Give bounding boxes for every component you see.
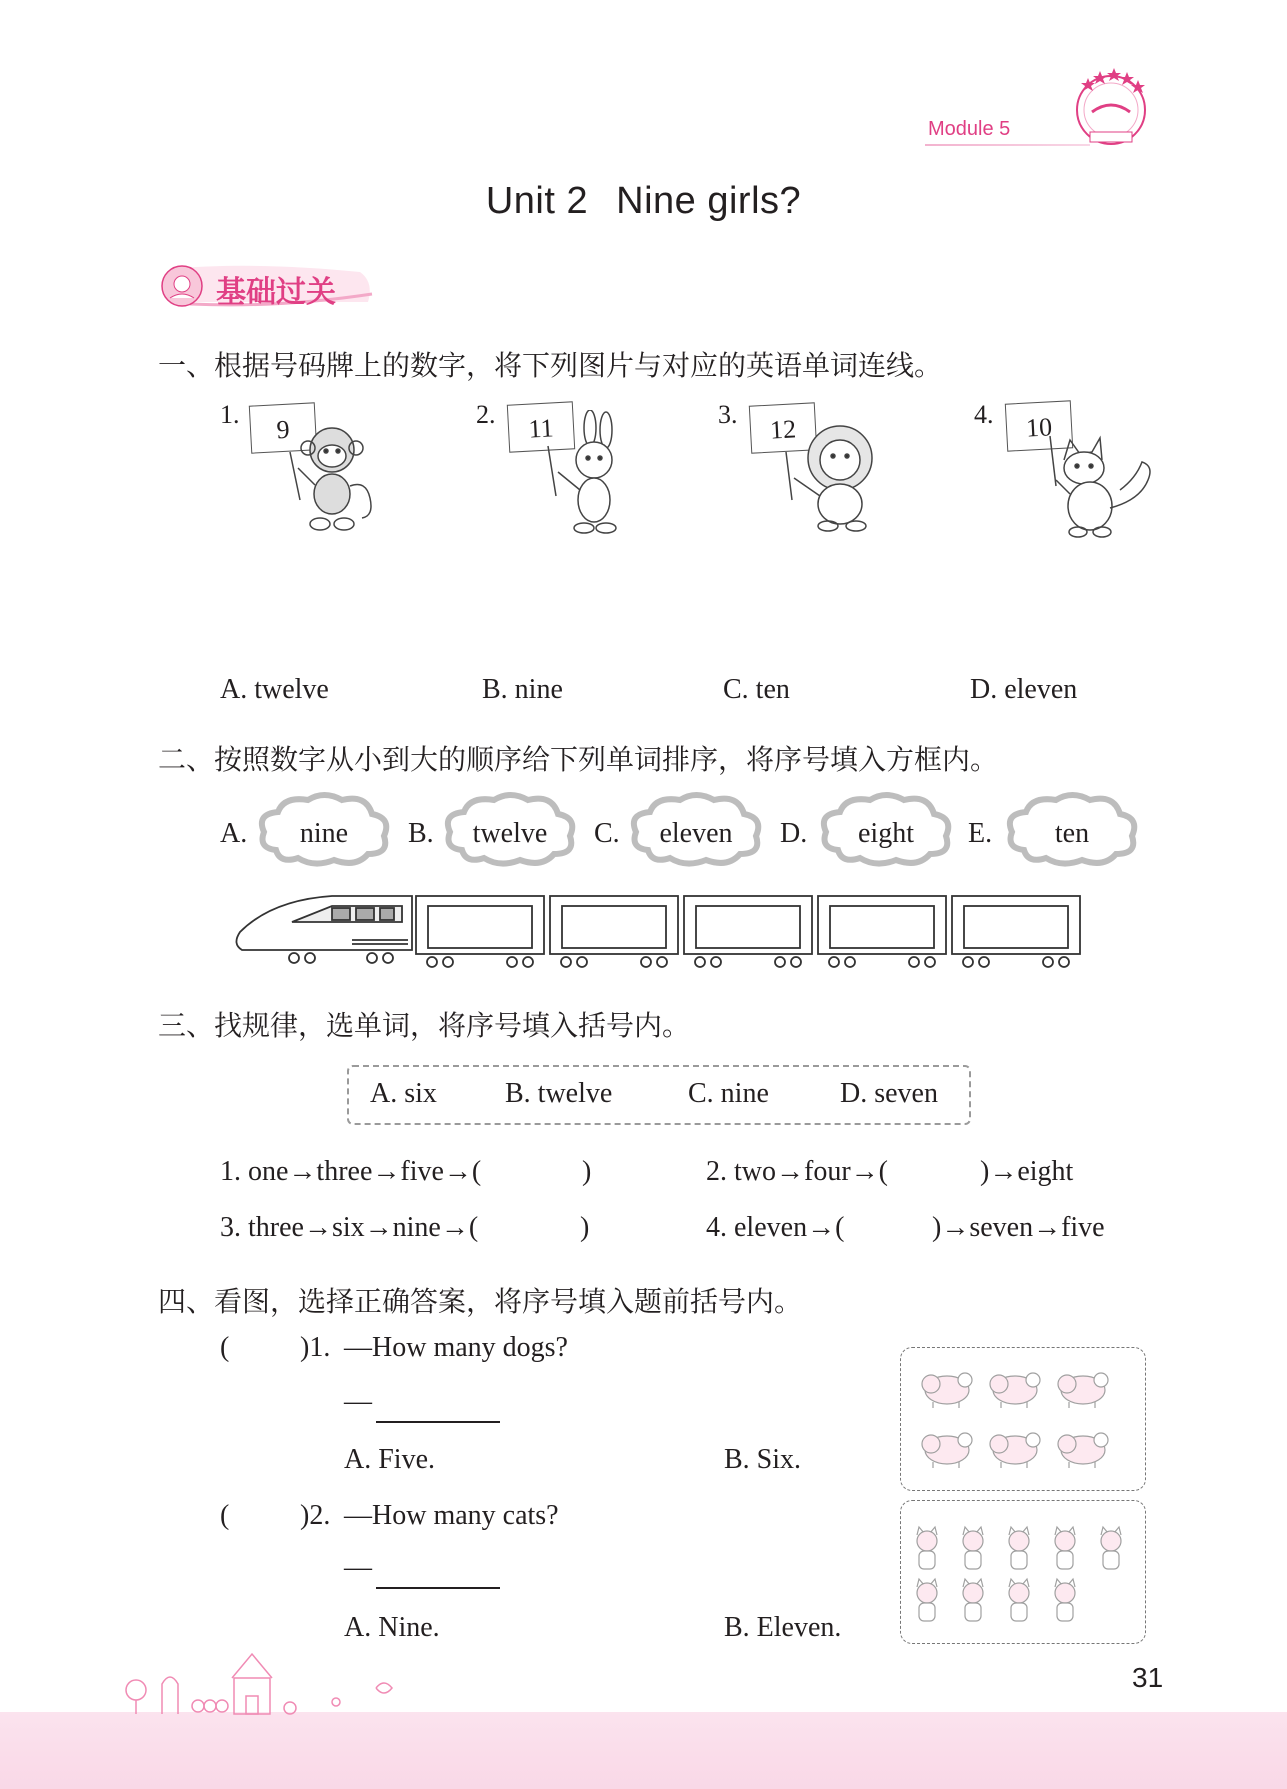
q4-2-option-b: B. Eleven.: [724, 1612, 842, 1643]
cats-picture-box: [900, 1500, 1146, 1644]
q3-line-2-right: )→eight: [980, 1156, 1074, 1187]
answer-box-4[interactable]: [836, 906, 940, 948]
cloud-word-eleven: eleven: [659, 818, 733, 849]
q2-letter-d: D.: [780, 818, 808, 849]
number-sign-10: 10: [1005, 400, 1073, 451]
q4-response-line-1[interactable]: [376, 1421, 500, 1423]
rabbit-icon: [528, 410, 638, 545]
page-title: [0, 180, 1287, 223]
q2-letter-c: C.: [594, 818, 620, 849]
q3-blank-3[interactable]: [508, 1216, 580, 1246]
number-sign-9: 9: [249, 402, 317, 453]
q4-dash-1: —: [344, 1386, 372, 1417]
publisher-logo: [1070, 62, 1152, 152]
q3-line-3-left: 3. three→six→nine→(: [220, 1212, 479, 1243]
unit-label: Unit 2: [485, 180, 589, 222]
number-sign-11: 11: [507, 401, 575, 452]
q3-option-c: C. nine: [688, 1078, 769, 1109]
castle-decoration-icon: [122, 1648, 402, 1723]
q2-instruction: 二、按照数字从小到大的顺序给下列单词排序，将序号填入方框内。: [158, 743, 999, 776]
q1-item-2-index: 2.: [476, 400, 496, 429]
cloud-word-ten: ten: [1054, 818, 1090, 849]
q1-instruction: 一、根据号码牌上的数字，将下列图片与对应的英语单词连线。: [158, 349, 943, 382]
q1-item-1-index: 1.: [220, 400, 240, 429]
q4-2-option-a: A. Nine.: [344, 1612, 440, 1643]
section-label: 基础过关: [216, 275, 336, 310]
answer-box-2[interactable]: [568, 906, 672, 948]
dogs-picture-box: [900, 1347, 1146, 1491]
cloud-word-nine: nine: [299, 818, 349, 849]
q1-option-d: D. eleven: [970, 674, 1078, 705]
cloud-word-eight: eight: [858, 818, 914, 849]
cat-icon: [1030, 430, 1160, 545]
q4-item-2-paren-open: (: [220, 1500, 230, 1531]
q3-instruction: 三、找规律，选单词，将序号填入括号内。: [158, 1009, 691, 1042]
q4-1-option-b: B. Six.: [724, 1444, 802, 1475]
q4-item-1-paren-close: )1.: [300, 1332, 331, 1363]
q3-line-3-right: ): [580, 1212, 590, 1243]
q3-option-a: A. six: [370, 1078, 437, 1109]
bottom-band: [0, 1712, 1287, 1789]
unit-name: Nine girls?: [616, 180, 802, 222]
q2-letter-e: E.: [968, 818, 993, 849]
monkey-icon: [270, 420, 390, 545]
page-number: 31: [1132, 1662, 1164, 1693]
q3-line-2-left: 2. two→four→(: [706, 1156, 888, 1187]
q2-letter-b: B.: [408, 818, 434, 849]
q3-line-4-left: 4. eleven→(: [706, 1212, 845, 1243]
q2-letter-a: A.: [220, 818, 248, 849]
q1-option-b: B. nine: [482, 674, 563, 705]
q4-question-1: —How many dogs?: [344, 1332, 568, 1363]
q3-blank-1[interactable]: [508, 1160, 582, 1190]
q1-item-4-index: 4.: [974, 400, 994, 429]
q3-option-b: B. twelve: [505, 1078, 613, 1109]
q3-blank-4[interactable]: [862, 1216, 932, 1246]
number-sign-12: 12: [749, 402, 817, 453]
q3-option-d: D. seven: [840, 1078, 938, 1109]
q4-instruction: 四、看图，选择正确答案，将序号填入题前括号内。: [158, 1285, 803, 1318]
q4-answer-blank-1[interactable]: [236, 1336, 298, 1366]
q4-item-1-paren-open: (: [220, 1332, 230, 1363]
module-label: Module 5: [928, 118, 1011, 140]
q3-line-4-right: )→seven→five: [932, 1212, 1105, 1243]
q4-1-option-a: A. Five.: [344, 1444, 435, 1475]
q1-item-3-index: 3.: [718, 400, 738, 429]
q4-item-2-paren-close: )2.: [300, 1500, 331, 1531]
q1-option-a: A. twelve: [220, 674, 329, 705]
q4-answer-blank-2[interactable]: [236, 1504, 298, 1534]
answer-box-5[interactable]: [970, 906, 1074, 948]
answer-box-3[interactable]: [702, 906, 806, 948]
q3-blank-2[interactable]: [910, 1160, 980, 1190]
q3-line-1-right: ): [582, 1156, 592, 1187]
q1-option-c: C. ten: [723, 674, 790, 705]
cloud-word-twelve: twelve: [472, 818, 548, 849]
q3-line-1-left: 1. one→three→five→(: [220, 1156, 482, 1187]
module-underline: [925, 144, 1090, 146]
lion-icon: [770, 418, 890, 543]
q4-dash-2: —: [344, 1552, 372, 1583]
answer-box-1[interactable]: [434, 906, 538, 948]
q4-question-2: —How many cats?: [344, 1500, 559, 1531]
q4-response-line-2[interactable]: [376, 1587, 500, 1589]
